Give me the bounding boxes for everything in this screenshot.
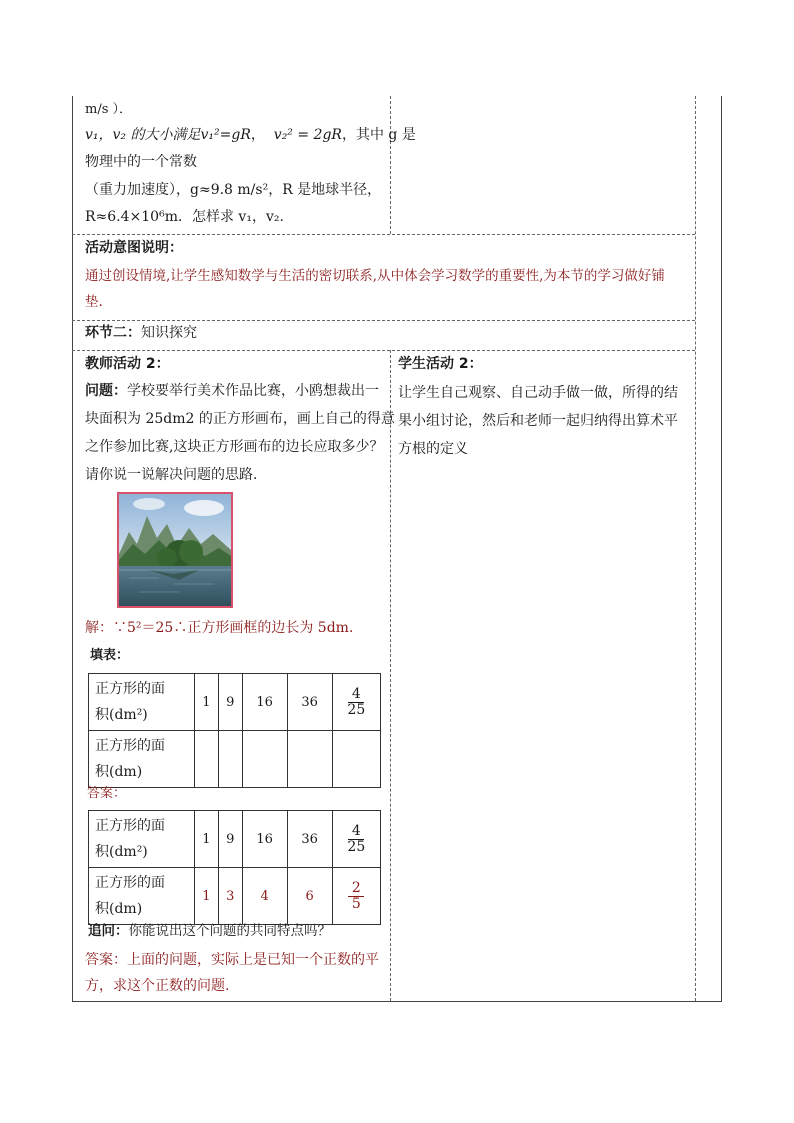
row-divider-activity [72,350,695,351]
section2-title: 知识探究 [141,325,197,341]
header-line1: 正方形的面 [95,681,165,697]
row-divider-section2 [72,320,695,321]
fraction-numerator: 4 [351,822,361,839]
student-text-line1: 让学生自己观察、自己动手做一做，所得的结 [398,385,678,401]
table-cell-empty [287,731,332,788]
table-row [89,731,381,788]
table-cell: 16 [242,811,287,868]
section2-label: 环节二： [85,325,141,341]
fraction-denominator: 25 [347,838,366,855]
question-text1: 学校要举行美术作品比赛，小鸥想裁出一 [127,383,379,399]
table-cell-empty [218,731,242,788]
separator: ， [250,127,265,143]
column-divider-top [390,96,391,234]
row-divider-intent [72,234,695,235]
question-label: 问题： [85,383,127,399]
equation-2: v₂² = 2gR [273,127,342,143]
table-row [89,868,381,925]
header-line1: 正方形的面 [95,818,165,834]
fraction [348,881,364,912]
student-text-line3: 方根的定义 [398,441,468,457]
frame-right-border [721,96,722,1001]
table-row [89,674,381,731]
fraction-numerator: 2 [351,879,361,896]
velocity-condition-pre: v₁，v₂ 的大小满足 [85,127,201,143]
constant-line: 物理中的一个常数 [85,154,197,170]
radius-line: R≈6.4×10⁶m．怎样求 v₁，v₂. [85,209,284,225]
answer2-line2: 方，求这个正数的问题. [85,978,230,994]
header-line2: 积(dm²) [95,707,148,723]
table-cell-empty [242,731,287,788]
landscape-illustration [119,494,231,606]
table-cell-fraction-answer [332,868,380,925]
fraction-numerator: 4 [351,685,361,702]
table-cell: 1 [195,811,219,868]
fraction [347,824,365,855]
fraction-denominator: 5 [351,895,361,912]
table-cell: 1 [195,674,219,731]
table-cell: 36 [287,674,332,731]
header-line2: 积(dm²) [95,844,148,860]
fraction-denominator: 25 [347,701,366,718]
table-row [89,811,381,868]
table-header-area-dm2 [89,811,195,868]
inner-right-divider [695,96,696,1001]
table-cell: 36 [287,811,332,868]
answer-table [88,810,381,925]
table-cell: 9 [218,674,242,731]
fill-table [88,673,381,788]
header-line2: 积(dm) [95,764,143,780]
landscape-photo [117,492,233,608]
table-cell-answer: 6 [287,868,332,925]
section2-heading [85,323,197,343]
table-cell-answer: 1 [195,868,219,925]
equation-1: v₁²=gR [200,127,251,143]
table-header-side-dm [89,868,195,925]
table-header-side-dm [89,731,195,788]
intent-text-line2: 垫. [85,294,103,310]
table-cell: 16 [242,674,287,731]
question-line4: 请你说一说解决问题的思路. [85,467,258,483]
followup-text: 你能说出这个问题的共同特点吗？ [128,923,331,939]
table-cell-answer: 4 [242,868,287,925]
table-cell-fraction [332,674,380,731]
table-cell-answer: 3 [218,868,242,925]
intent-heading: 活动意图说明： [85,240,183,256]
table-cell-empty [332,731,380,788]
column-divider-activity [390,350,391,1001]
question-line1 [85,381,379,401]
unit-line: m/s ）． [85,102,133,117]
table-header-area-dm2 [89,674,195,731]
gravity-line: （重力加速度），g≈9.8 m/s²，R 是地球半径， [85,182,382,198]
followup-label: 追问： [88,923,129,939]
table-cell-fraction [332,811,380,868]
header-line1: 正方形的面 [95,875,165,891]
student-heading: 学生活动 2： [398,356,483,372]
header-line2: 积(dm) [95,901,143,917]
fraction [347,687,365,718]
teacher-heading: 教师活动 2： [85,356,170,372]
answer2-line1: 答案：上面的问题，实际上是已知一个正数的平 [85,952,379,968]
frame-bottom-border [72,1001,722,1002]
question-line2: 块面积为 25dm2 的正方形画布，画上自己的得意 [85,411,395,427]
answer-label: 答案： [87,786,127,801]
intent-text-line1: 通过创设情境,让学生感知数学与生活的密切联系,从中体会学习数学的重要性,为本节的学习做好铺 [85,268,665,284]
velocity-condition-post: ，其中 g 是 [341,127,416,143]
student-text-line2: 果小组讨论，然后和老师一起归纳得出算术平 [398,413,678,429]
question-line3: 之作参加比赛,这块正方形画布的边长应取多少？ [85,439,384,455]
fill-table-label: 填表： [90,648,130,663]
solution-line: 解：∵5²＝25∴正方形画框的边长为 5dm. [85,620,354,636]
table-cell-empty [195,731,219,788]
followup-line [88,921,331,941]
header-line1: 正方形的面 [95,738,165,754]
frame-left-border [72,96,73,1001]
table-cell: 9 [218,811,242,868]
velocity-condition-line [85,125,416,145]
